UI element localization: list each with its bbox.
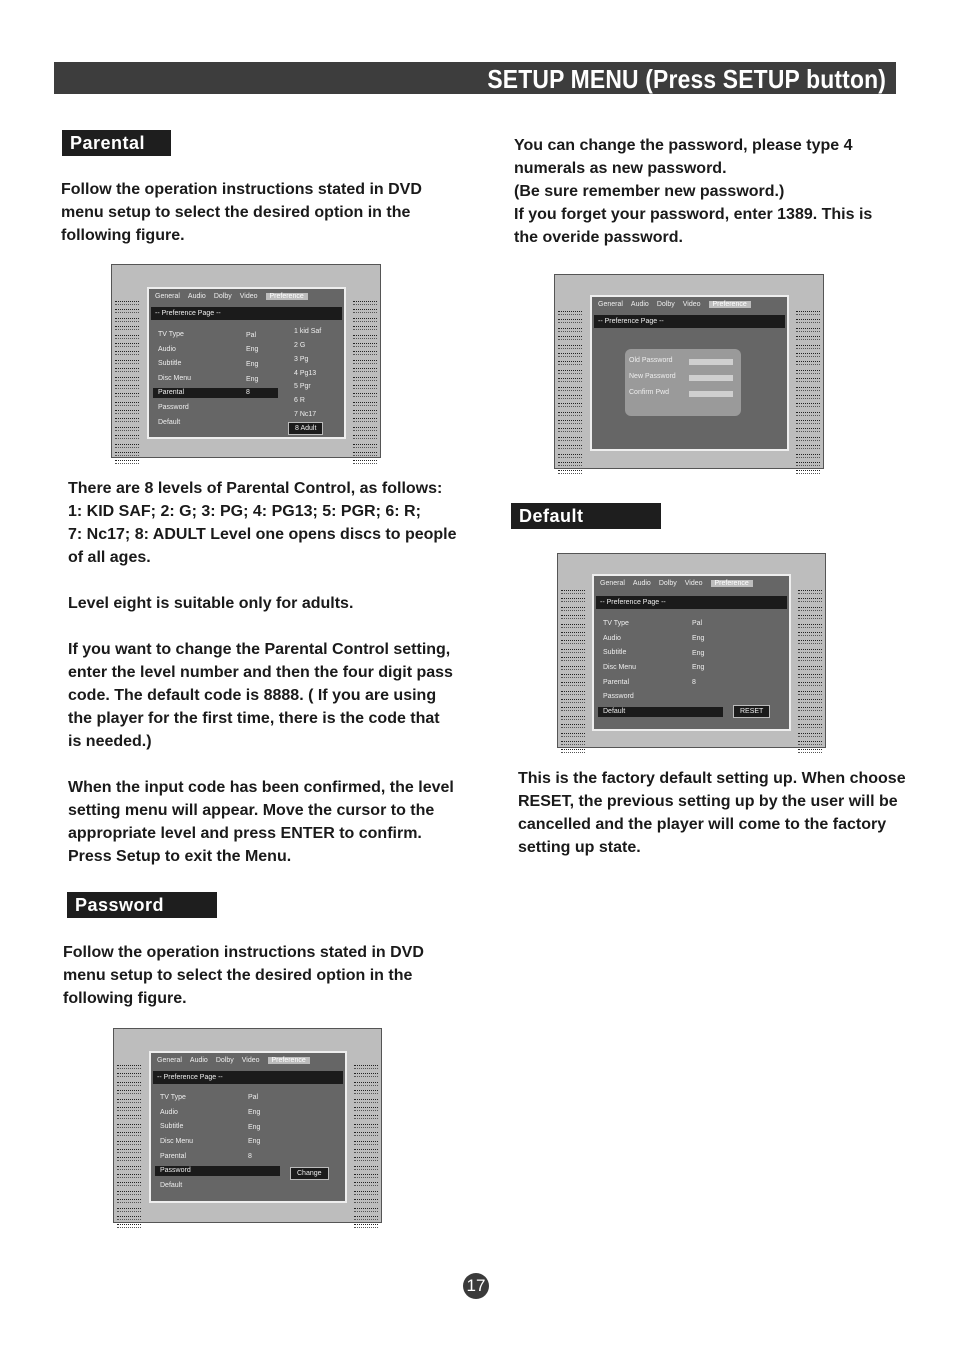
tab-dolby[interactable]: Dolby xyxy=(213,293,232,300)
header-bar xyxy=(54,62,896,94)
confirm-password-label: Confirm Pwd xyxy=(629,389,670,396)
menu-tabs xyxy=(157,1057,339,1067)
tab-audio[interactable]: Audio xyxy=(630,301,649,308)
menu-item-tv-type[interactable]: TV Type xyxy=(160,1094,186,1101)
tab-video[interactable]: Video xyxy=(684,580,703,587)
preference-page-bar: -- Preference Page -- xyxy=(153,1071,343,1084)
tab-dolby[interactable]: Dolby xyxy=(215,1057,234,1064)
level-option[interactable]: 7 Nc17 xyxy=(294,411,317,418)
level-option[interactable]: 5 Pgr xyxy=(294,383,311,390)
tab-audio[interactable]: Audio xyxy=(189,1057,208,1064)
password-body: You can change the password, please type 4 numerals as new password. (Be sure remember new password.) If you forget your password, enter 1389. This is the overide password. xyxy=(514,137,873,246)
tab-general[interactable]: General xyxy=(598,301,623,308)
menu-item-disc-menu[interactable]: Disc Menu xyxy=(158,375,192,382)
tab-dolby[interactable]: Dolby xyxy=(658,580,677,587)
menu-item-password[interactable]: Password xyxy=(155,1166,280,1176)
menu-item-password[interactable]: Password xyxy=(603,693,634,700)
tab-preference[interactable]: Preference xyxy=(711,580,753,587)
value-audio: Eng xyxy=(248,1109,261,1116)
menu-item-password[interactable]: Password xyxy=(158,404,189,411)
parental-intro: Follow the operation instructions stated in DVD menu setup to select the desired option in the following figure. xyxy=(61,181,422,244)
level-option[interactable]: 2 G xyxy=(294,342,306,349)
menu-tabs xyxy=(155,293,338,303)
menu-panel xyxy=(592,574,791,731)
change-button[interactable]: Change xyxy=(290,1167,329,1180)
menu-panel xyxy=(147,287,346,439)
level-option[interactable]: 6 R xyxy=(294,397,305,404)
menu-item-audio[interactable]: Audio xyxy=(160,1109,178,1116)
menu-item-parental[interactable]: Parental xyxy=(603,679,630,686)
password-dialog xyxy=(625,349,741,416)
value-audio: Eng xyxy=(692,635,705,642)
menu-item-disc-menu[interactable]: Disc Menu xyxy=(603,664,637,671)
level-option-selected[interactable]: 8 Adult xyxy=(288,422,323,435)
default-screen xyxy=(557,553,826,748)
speaker-grille-right xyxy=(798,590,822,758)
menu-item-default[interactable]: Default xyxy=(598,707,723,717)
speaker-grille-left xyxy=(561,590,585,758)
menu-item-disc-menu[interactable]: Disc Menu xyxy=(160,1138,194,1145)
tab-video[interactable]: Video xyxy=(682,301,701,308)
speaker-grille-right xyxy=(353,301,377,469)
menu-item-parental[interactable]: Parental xyxy=(153,388,278,398)
value-parental: 8 xyxy=(692,679,696,686)
value-disc-menu: Eng xyxy=(246,376,259,383)
parental-heading: Parental xyxy=(62,130,171,156)
menu-tabs xyxy=(600,580,783,590)
parental-body: There are 8 levels of Parental Control, as follows: 1: KID SAF; 2: G; 3: PG; 4: PG13; 5: PGR; 6: R; 7: Nc17; 8: ADULT Level one opens discs to people of all ages. Level eight is suitable only for adults. If you want to change the Parental Control setting, enter the level number and then the four digit pass code. The default code is 8888. ( If you are using the player for the first time, there is the code that is needed.) When the input code has been confirmed, the level setting menu will appear. Move the cursor to the appropriate level and press ENTER to confirm. Press Setup to exit the Menu. xyxy=(68,480,457,865)
tab-dolby[interactable]: Dolby xyxy=(656,301,675,308)
password-intro: Follow the operation instructions stated in DVD menu setup to select the desired option in the following figure. xyxy=(63,944,424,1007)
value-subtitle: Eng xyxy=(248,1124,261,1131)
menu-item-parental[interactable]: Parental xyxy=(160,1153,187,1160)
value-tv-type: Pal xyxy=(692,620,703,627)
menu-item-audio[interactable]: Audio xyxy=(158,346,176,353)
value-tv-type: Pal xyxy=(246,332,257,339)
menu-tabs xyxy=(598,301,781,311)
default-body: This is the factory default setting up. When choose RESET, the previous setting up by the user will be cancelled and the player will come to the factory setting up state. xyxy=(518,770,906,856)
value-parental: 8 xyxy=(248,1153,252,1160)
value-tv-type: Pal xyxy=(248,1094,259,1101)
menu-item-tv-type[interactable]: TV Type xyxy=(603,620,629,627)
new-password-field[interactable] xyxy=(689,375,733,381)
value-subtitle: Eng xyxy=(692,650,705,657)
menu-item-subtitle[interactable]: Subtitle xyxy=(158,360,182,367)
tab-general[interactable]: General xyxy=(155,293,180,300)
level-option[interactable]: 4 Pg13 xyxy=(294,370,317,377)
menu-item-subtitle[interactable]: Subtitle xyxy=(603,649,627,656)
level-option[interactable]: 1 kid Saf xyxy=(294,328,322,335)
menu-panel xyxy=(590,295,789,451)
value-subtitle: Eng xyxy=(246,361,259,368)
value-audio: Eng xyxy=(246,346,259,353)
menu-panel xyxy=(149,1051,347,1203)
speaker-grille-left xyxy=(558,311,582,479)
tab-preference[interactable]: Preference xyxy=(709,301,751,308)
speaker-grille-left xyxy=(115,301,139,469)
menu-item-tv-type[interactable]: TV Type xyxy=(158,331,184,338)
password-heading: Password xyxy=(67,892,217,918)
menu-item-subtitle[interactable]: Subtitle xyxy=(160,1123,184,1130)
new-password-label: New Password xyxy=(629,373,676,380)
preference-page-bar: -- Preference Page -- xyxy=(596,596,787,609)
menu-item-audio[interactable]: Audio xyxy=(603,635,621,642)
tab-video[interactable]: Video xyxy=(239,293,258,300)
value-disc-menu: Eng xyxy=(248,1138,261,1145)
password-dialog-screen xyxy=(554,274,824,469)
password-screen xyxy=(113,1028,382,1223)
tab-preference[interactable]: Preference xyxy=(268,1057,310,1064)
speaker-grille-left xyxy=(117,1065,141,1233)
speaker-grille-right xyxy=(354,1065,378,1233)
level-option[interactable]: 3 Pg xyxy=(294,356,309,363)
default-heading: Default xyxy=(511,503,661,529)
preference-page-bar: -- Preference Page -- xyxy=(151,307,342,320)
preference-page-bar: -- Preference Page -- xyxy=(594,315,785,328)
tab-audio[interactable]: Audio xyxy=(632,580,651,587)
tab-general[interactable]: General xyxy=(600,580,625,587)
value-disc-menu: Eng xyxy=(692,664,705,671)
tab-preference[interactable]: Preference xyxy=(266,293,308,300)
old-password-label: Old Password xyxy=(629,357,673,364)
tab-video[interactable]: Video xyxy=(241,1057,260,1064)
parental-screen xyxy=(111,264,381,458)
tab-general[interactable]: General xyxy=(157,1057,182,1064)
page-number: 17 xyxy=(463,1273,489,1299)
tab-audio[interactable]: Audio xyxy=(187,293,206,300)
speaker-grille-right xyxy=(796,311,820,479)
reset-button[interactable]: RESET xyxy=(733,705,770,718)
old-password-field[interactable] xyxy=(689,359,733,365)
menu-item-default[interactable]: Default xyxy=(158,419,181,426)
page-title: SETUP MENU (Press SETUP button) xyxy=(487,64,886,94)
value-parental: 8 xyxy=(246,389,250,396)
menu-item-default[interactable]: Default xyxy=(160,1182,183,1189)
confirm-password-field[interactable] xyxy=(689,391,733,397)
